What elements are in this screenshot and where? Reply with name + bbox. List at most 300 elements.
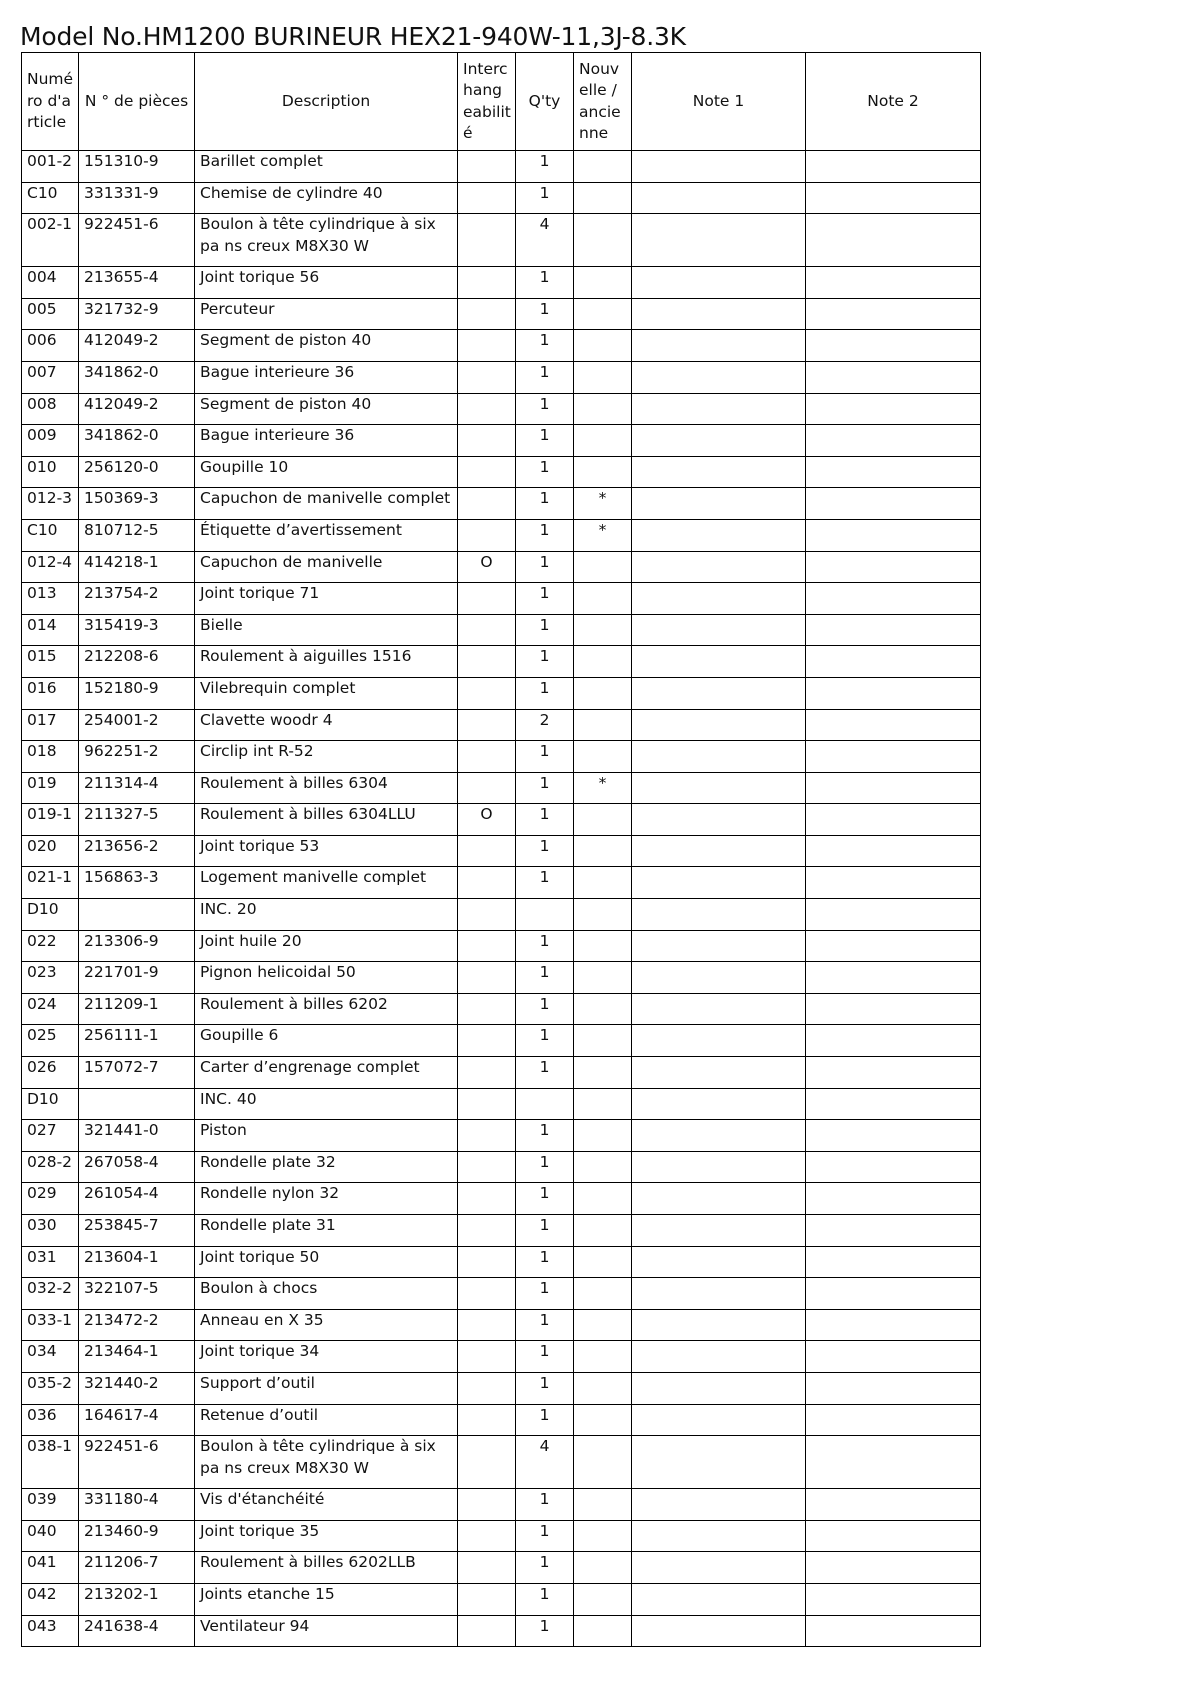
cell-note-1 bbox=[632, 1120, 806, 1152]
cell-note-2 bbox=[806, 1309, 981, 1341]
cell-note-2 bbox=[806, 614, 981, 646]
cell-new-old bbox=[574, 709, 632, 741]
table-row bbox=[22, 1489, 981, 1521]
table-row bbox=[22, 646, 981, 678]
cell-new-old bbox=[574, 1372, 632, 1404]
cell-note-1 bbox=[632, 267, 806, 299]
cell-description: Capuchon de manivelle complet bbox=[195, 488, 458, 520]
cell-new-old bbox=[574, 867, 632, 899]
cell-note-2 bbox=[806, 425, 981, 457]
cell-note-1 bbox=[632, 1151, 806, 1183]
cell-item-number: 028-2 bbox=[22, 1151, 79, 1183]
cell-note-2 bbox=[806, 583, 981, 615]
table-row bbox=[22, 1057, 981, 1089]
cell-item-number: 041 bbox=[22, 1552, 79, 1584]
cell-interchangeability bbox=[458, 1615, 516, 1647]
cell-note-1 bbox=[632, 709, 806, 741]
cell-new-old bbox=[574, 393, 632, 425]
cell-description: Vis d'étanchéité bbox=[195, 1489, 458, 1521]
cell-quantity: 1 bbox=[516, 425, 574, 457]
cell-part-number: 253845-7 bbox=[79, 1215, 195, 1247]
cell-new-old bbox=[574, 1088, 632, 1120]
table-row bbox=[22, 899, 981, 931]
cell-note-2 bbox=[806, 1489, 981, 1521]
cell-item-number: 007 bbox=[22, 361, 79, 393]
cell-description: Logement manivelle complet bbox=[195, 867, 458, 899]
cell-note-1 bbox=[632, 1215, 806, 1247]
cell-quantity: 1 bbox=[516, 1057, 574, 1089]
table-row bbox=[22, 488, 981, 520]
cell-item-number: 033-1 bbox=[22, 1309, 79, 1341]
cell-part-number: 267058-4 bbox=[79, 1151, 195, 1183]
cell-item-number: 012-4 bbox=[22, 551, 79, 583]
cell-description: Roulement à aiguilles 1516 bbox=[195, 646, 458, 678]
cell-interchangeability bbox=[458, 1552, 516, 1584]
cell-item-number: 043 bbox=[22, 1615, 79, 1647]
cell-part-number: 256111-1 bbox=[79, 1025, 195, 1057]
table-row bbox=[22, 614, 981, 646]
header-interchangeability: Interc hang eabilit é bbox=[458, 53, 516, 151]
cell-item-number: 006 bbox=[22, 330, 79, 362]
cell-interchangeability bbox=[458, 361, 516, 393]
cell-note-2 bbox=[806, 1057, 981, 1089]
cell-item-number: D10 bbox=[22, 1088, 79, 1120]
cell-interchangeability bbox=[458, 1120, 516, 1152]
table-row bbox=[22, 1583, 981, 1615]
cell-quantity bbox=[516, 899, 574, 931]
cell-note-1 bbox=[632, 1183, 806, 1215]
header-description: Description bbox=[195, 53, 458, 151]
cell-new-old bbox=[574, 993, 632, 1025]
cell-note-2 bbox=[806, 1151, 981, 1183]
cell-item-number: 042 bbox=[22, 1583, 79, 1615]
cell-description: Roulement à billes 6304 bbox=[195, 772, 458, 804]
cell-note-1 bbox=[632, 1057, 806, 1089]
cell-note-2 bbox=[806, 646, 981, 678]
cell-new-old bbox=[574, 151, 632, 183]
cell-note-1 bbox=[632, 772, 806, 804]
cell-note-2 bbox=[806, 298, 981, 330]
cell-note-2 bbox=[806, 1025, 981, 1057]
cell-item-number: 032-2 bbox=[22, 1278, 79, 1310]
cell-item-number: D10 bbox=[22, 899, 79, 931]
cell-interchangeability bbox=[458, 1372, 516, 1404]
cell-note-1 bbox=[632, 1088, 806, 1120]
cell-description: Rondelle plate 32 bbox=[195, 1151, 458, 1183]
cell-interchangeability bbox=[458, 1436, 516, 1489]
cell-note-2 bbox=[806, 267, 981, 299]
cell-part-number: 414218-1 bbox=[79, 551, 195, 583]
cell-new-old bbox=[574, 361, 632, 393]
cell-description: Goupille 10 bbox=[195, 456, 458, 488]
table-row bbox=[22, 425, 981, 457]
cell-new-old bbox=[574, 456, 632, 488]
cell-description: Rondelle plate 31 bbox=[195, 1215, 458, 1247]
cell-note-2 bbox=[806, 835, 981, 867]
cell-quantity: 1 bbox=[516, 772, 574, 804]
cell-description: Boulon à chocs bbox=[195, 1278, 458, 1310]
cell-part-number: 211206-7 bbox=[79, 1552, 195, 1584]
cell-interchangeability bbox=[458, 151, 516, 183]
cell-new-old bbox=[574, 1404, 632, 1436]
cell-description: Rondelle nylon 32 bbox=[195, 1183, 458, 1215]
cell-quantity: 1 bbox=[516, 1215, 574, 1247]
cell-quantity: 1 bbox=[516, 1025, 574, 1057]
cell-interchangeability bbox=[458, 899, 516, 931]
cell-quantity: 1 bbox=[516, 1309, 574, 1341]
cell-interchangeability bbox=[458, 1025, 516, 1057]
cell-note-1 bbox=[632, 393, 806, 425]
cell-part-number: 213604-1 bbox=[79, 1246, 195, 1278]
cell-interchangeability bbox=[458, 583, 516, 615]
cell-new-old bbox=[574, 1489, 632, 1521]
table-row bbox=[22, 677, 981, 709]
cell-part-number: 211209-1 bbox=[79, 993, 195, 1025]
cell-note-1 bbox=[632, 899, 806, 931]
table-row bbox=[22, 930, 981, 962]
cell-interchangeability bbox=[458, 1583, 516, 1615]
cell-part-number: 152180-9 bbox=[79, 677, 195, 709]
cell-quantity bbox=[516, 1088, 574, 1120]
cell-part-number bbox=[79, 1088, 195, 1120]
table-row bbox=[22, 1088, 981, 1120]
cell-quantity: 1 bbox=[516, 1404, 574, 1436]
cell-new-old bbox=[574, 1583, 632, 1615]
cell-note-2 bbox=[806, 393, 981, 425]
cell-item-number: 019 bbox=[22, 772, 79, 804]
cell-new-old bbox=[574, 930, 632, 962]
cell-interchangeability bbox=[458, 1215, 516, 1247]
cell-quantity: 1 bbox=[516, 1120, 574, 1152]
cell-interchangeability bbox=[458, 835, 516, 867]
cell-description: Retenue d’outil bbox=[195, 1404, 458, 1436]
cell-part-number: 322107-5 bbox=[79, 1278, 195, 1310]
cell-quantity: 1 bbox=[516, 930, 574, 962]
cell-part-number: 157072-7 bbox=[79, 1057, 195, 1089]
cell-interchangeability bbox=[458, 1088, 516, 1120]
cell-quantity: 2 bbox=[516, 709, 574, 741]
cell-quantity: 1 bbox=[516, 646, 574, 678]
cell-note-1 bbox=[632, 1436, 806, 1489]
cell-new-old bbox=[574, 330, 632, 362]
cell-description: INC. 20 bbox=[195, 899, 458, 931]
table-row bbox=[22, 330, 981, 362]
cell-quantity: 1 bbox=[516, 1615, 574, 1647]
cell-note-1 bbox=[632, 1615, 806, 1647]
cell-new-old bbox=[574, 835, 632, 867]
table-row bbox=[22, 835, 981, 867]
cell-item-number: C10 bbox=[22, 182, 79, 214]
cell-new-old: * bbox=[574, 488, 632, 520]
cell-item-number: 024 bbox=[22, 993, 79, 1025]
cell-new-old bbox=[574, 182, 632, 214]
cell-description: Joint huile 20 bbox=[195, 930, 458, 962]
cell-quantity: 1 bbox=[516, 583, 574, 615]
cell-description: Pignon helicoidal 50 bbox=[195, 962, 458, 994]
page-title: Model No.HM1200 BURINEUR HEX21-940W-11,3J-8.3K bbox=[20, 22, 686, 51]
cell-note-1 bbox=[632, 1246, 806, 1278]
cell-item-number: 018 bbox=[22, 741, 79, 773]
cell-description: Goupille 6 bbox=[195, 1025, 458, 1057]
table-row bbox=[22, 1372, 981, 1404]
cell-note-1 bbox=[632, 1278, 806, 1310]
cell-description: Roulement à billes 6202LLB bbox=[195, 1552, 458, 1584]
header-quantity: Q'ty bbox=[516, 53, 574, 151]
cell-note-2 bbox=[806, 930, 981, 962]
cell-interchangeability bbox=[458, 614, 516, 646]
cell-new-old bbox=[574, 614, 632, 646]
table-row bbox=[22, 1404, 981, 1436]
cell-part-number: 211327-5 bbox=[79, 804, 195, 836]
cell-new-old bbox=[574, 646, 632, 678]
table-row bbox=[22, 709, 981, 741]
cell-part-number: 213472-2 bbox=[79, 1309, 195, 1341]
cell-note-2 bbox=[806, 1183, 981, 1215]
cell-description: Joint torique 71 bbox=[195, 583, 458, 615]
cell-description: Roulement à billes 6202 bbox=[195, 993, 458, 1025]
cell-description: Segment de piston 40 bbox=[195, 393, 458, 425]
cell-new-old bbox=[574, 1057, 632, 1089]
cell-item-number: 016 bbox=[22, 677, 79, 709]
cell-interchangeability bbox=[458, 425, 516, 457]
cell-part-number: 241638-4 bbox=[79, 1615, 195, 1647]
cell-interchangeability bbox=[458, 298, 516, 330]
cell-note-1 bbox=[632, 677, 806, 709]
cell-interchangeability bbox=[458, 330, 516, 362]
cell-quantity: 1 bbox=[516, 1278, 574, 1310]
cell-note-1 bbox=[632, 214, 806, 267]
cell-description: Anneau en X 35 bbox=[195, 1309, 458, 1341]
cell-item-number: 021-1 bbox=[22, 867, 79, 899]
cell-note-2 bbox=[806, 867, 981, 899]
cell-description: Joint torique 34 bbox=[195, 1341, 458, 1373]
cell-new-old bbox=[574, 1552, 632, 1584]
table-row bbox=[22, 551, 981, 583]
cell-quantity: 4 bbox=[516, 1436, 574, 1489]
cell-interchangeability bbox=[458, 741, 516, 773]
cell-item-number: 001-2 bbox=[22, 151, 79, 183]
cell-new-old bbox=[574, 962, 632, 994]
cell-item-number: 019-1 bbox=[22, 804, 79, 836]
cell-new-old bbox=[574, 1183, 632, 1215]
cell-part-number: 221701-9 bbox=[79, 962, 195, 994]
cell-note-2 bbox=[806, 1278, 981, 1310]
cell-note-2 bbox=[806, 1215, 981, 1247]
cell-note-2 bbox=[806, 214, 981, 267]
cell-interchangeability bbox=[458, 1341, 516, 1373]
cell-part-number: 321440-2 bbox=[79, 1372, 195, 1404]
cell-quantity: 1 bbox=[516, 551, 574, 583]
cell-quantity: 1 bbox=[516, 1151, 574, 1183]
cell-note-2 bbox=[806, 488, 981, 520]
cell-new-old bbox=[574, 741, 632, 773]
cell-interchangeability bbox=[458, 456, 516, 488]
cell-description: Joint torique 53 bbox=[195, 835, 458, 867]
cell-part-number: 810712-5 bbox=[79, 519, 195, 551]
cell-description: Joint torique 56 bbox=[195, 267, 458, 299]
cell-item-number: 005 bbox=[22, 298, 79, 330]
cell-interchangeability bbox=[458, 867, 516, 899]
cell-item-number: 010 bbox=[22, 456, 79, 488]
cell-part-number: 212208-6 bbox=[79, 646, 195, 678]
cell-description: Roulement à billes 6304LLU bbox=[195, 804, 458, 836]
cell-note-1 bbox=[632, 182, 806, 214]
table-row bbox=[22, 298, 981, 330]
cell-quantity: 1 bbox=[516, 1489, 574, 1521]
cell-item-number: 039 bbox=[22, 1489, 79, 1521]
cell-note-1 bbox=[632, 425, 806, 457]
cell-item-number: 036 bbox=[22, 1404, 79, 1436]
cell-note-1 bbox=[632, 741, 806, 773]
cell-quantity: 1 bbox=[516, 182, 574, 214]
cell-note-2 bbox=[806, 741, 981, 773]
cell-note-1 bbox=[632, 867, 806, 899]
cell-note-1 bbox=[632, 1583, 806, 1615]
cell-description: Bague interieure 36 bbox=[195, 361, 458, 393]
cell-note-1 bbox=[632, 330, 806, 362]
cell-item-number: 012-3 bbox=[22, 488, 79, 520]
cell-description: Support d’outil bbox=[195, 1372, 458, 1404]
cell-note-1 bbox=[632, 488, 806, 520]
cell-note-2 bbox=[806, 677, 981, 709]
cell-note-1 bbox=[632, 1489, 806, 1521]
cell-note-2 bbox=[806, 804, 981, 836]
cell-item-number: 040 bbox=[22, 1520, 79, 1552]
cell-note-1 bbox=[632, 1552, 806, 1584]
cell-description: INC. 40 bbox=[195, 1088, 458, 1120]
cell-new-old bbox=[574, 1436, 632, 1489]
cell-note-1 bbox=[632, 361, 806, 393]
cell-item-number: 023 bbox=[22, 962, 79, 994]
cell-note-2 bbox=[806, 1372, 981, 1404]
cell-note-2 bbox=[806, 551, 981, 583]
cell-part-number: 321441-0 bbox=[79, 1120, 195, 1152]
cell-description: Joints etanche 15 bbox=[195, 1583, 458, 1615]
cell-interchangeability bbox=[458, 214, 516, 267]
header-part-number: N ° de pièces bbox=[79, 53, 195, 151]
cell-part-number: 156863-3 bbox=[79, 867, 195, 899]
header-note-1: Note 1 bbox=[632, 53, 806, 151]
cell-item-number: 022 bbox=[22, 930, 79, 962]
cell-interchangeability bbox=[458, 677, 516, 709]
cell-part-number: 211314-4 bbox=[79, 772, 195, 804]
cell-quantity: 1 bbox=[516, 393, 574, 425]
cell-note-1 bbox=[632, 298, 806, 330]
cell-quantity: 1 bbox=[516, 677, 574, 709]
table-row bbox=[22, 1278, 981, 1310]
cell-interchangeability: O bbox=[458, 551, 516, 583]
cell-note-1 bbox=[632, 1309, 806, 1341]
cell-new-old bbox=[574, 1615, 632, 1647]
cell-interchangeability bbox=[458, 1489, 516, 1521]
cell-new-old bbox=[574, 677, 632, 709]
cell-part-number: 254001-2 bbox=[79, 709, 195, 741]
cell-interchangeability bbox=[458, 1151, 516, 1183]
cell-part-number: 261054-4 bbox=[79, 1183, 195, 1215]
table-row bbox=[22, 993, 981, 1025]
cell-part-number: 412049-2 bbox=[79, 330, 195, 362]
cell-part-number: 213754-2 bbox=[79, 583, 195, 615]
parts-table-body bbox=[22, 151, 981, 1647]
cell-description: Vilebrequin complet bbox=[195, 677, 458, 709]
cell-note-2 bbox=[806, 1088, 981, 1120]
cell-note-1 bbox=[632, 1520, 806, 1552]
cell-item-number: 020 bbox=[22, 835, 79, 867]
cell-new-old bbox=[574, 804, 632, 836]
cell-note-1 bbox=[632, 930, 806, 962]
cell-note-1 bbox=[632, 456, 806, 488]
cell-interchangeability bbox=[458, 646, 516, 678]
table-row bbox=[22, 741, 981, 773]
header-new-old: Nouv elle / ancie nne bbox=[574, 53, 632, 151]
cell-quantity: 1 bbox=[516, 267, 574, 299]
table-row bbox=[22, 772, 981, 804]
cell-description: Percuteur bbox=[195, 298, 458, 330]
cell-note-1 bbox=[632, 519, 806, 551]
header-note-2: Note 2 bbox=[806, 53, 981, 151]
cell-interchangeability bbox=[458, 772, 516, 804]
cell-new-old bbox=[574, 298, 632, 330]
table-header-row bbox=[22, 53, 981, 151]
cell-new-old: * bbox=[574, 519, 632, 551]
cell-part-number: 341862-0 bbox=[79, 425, 195, 457]
cell-quantity: 1 bbox=[516, 298, 574, 330]
cell-item-number: 027 bbox=[22, 1120, 79, 1152]
cell-note-2 bbox=[806, 1404, 981, 1436]
table-row bbox=[22, 1520, 981, 1552]
cell-part-number: 962251-2 bbox=[79, 741, 195, 773]
cell-note-1 bbox=[632, 804, 806, 836]
cell-note-1 bbox=[632, 1372, 806, 1404]
cell-description: Joint torique 35 bbox=[195, 1520, 458, 1552]
cell-item-number: 009 bbox=[22, 425, 79, 457]
table-row bbox=[22, 456, 981, 488]
cell-description: Carter d’engrenage complet bbox=[195, 1057, 458, 1089]
cell-quantity: 1 bbox=[516, 330, 574, 362]
cell-part-number: 922451-6 bbox=[79, 1436, 195, 1489]
cell-part-number: 315419-3 bbox=[79, 614, 195, 646]
header-item-number: Numé ro d'a rticle bbox=[22, 53, 79, 151]
cell-part-number bbox=[79, 899, 195, 931]
cell-interchangeability bbox=[458, 1520, 516, 1552]
cell-interchangeability bbox=[458, 182, 516, 214]
cell-quantity: 1 bbox=[516, 519, 574, 551]
cell-description: Bague interieure 36 bbox=[195, 425, 458, 457]
cell-part-number: 331331-9 bbox=[79, 182, 195, 214]
cell-item-number: 017 bbox=[22, 709, 79, 741]
cell-item-number: C10 bbox=[22, 519, 79, 551]
table-row bbox=[22, 962, 981, 994]
cell-part-number: 213460-9 bbox=[79, 1520, 195, 1552]
cell-note-2 bbox=[806, 1120, 981, 1152]
cell-interchangeability bbox=[458, 930, 516, 962]
cell-new-old bbox=[574, 1520, 632, 1552]
cell-note-2 bbox=[806, 1520, 981, 1552]
cell-note-1 bbox=[632, 962, 806, 994]
parts-table bbox=[21, 52, 981, 1647]
cell-note-2 bbox=[806, 1246, 981, 1278]
cell-description: Clavette woodr 4 bbox=[195, 709, 458, 741]
cell-description: Circlip int R-52 bbox=[195, 741, 458, 773]
table-row bbox=[22, 1552, 981, 1584]
cell-part-number: 412049-2 bbox=[79, 393, 195, 425]
cell-note-1 bbox=[632, 1025, 806, 1057]
cell-part-number: 151310-9 bbox=[79, 151, 195, 183]
cell-description: Bielle bbox=[195, 614, 458, 646]
cell-part-number: 164617-4 bbox=[79, 1404, 195, 1436]
cell-note-1 bbox=[632, 646, 806, 678]
cell-note-1 bbox=[632, 835, 806, 867]
